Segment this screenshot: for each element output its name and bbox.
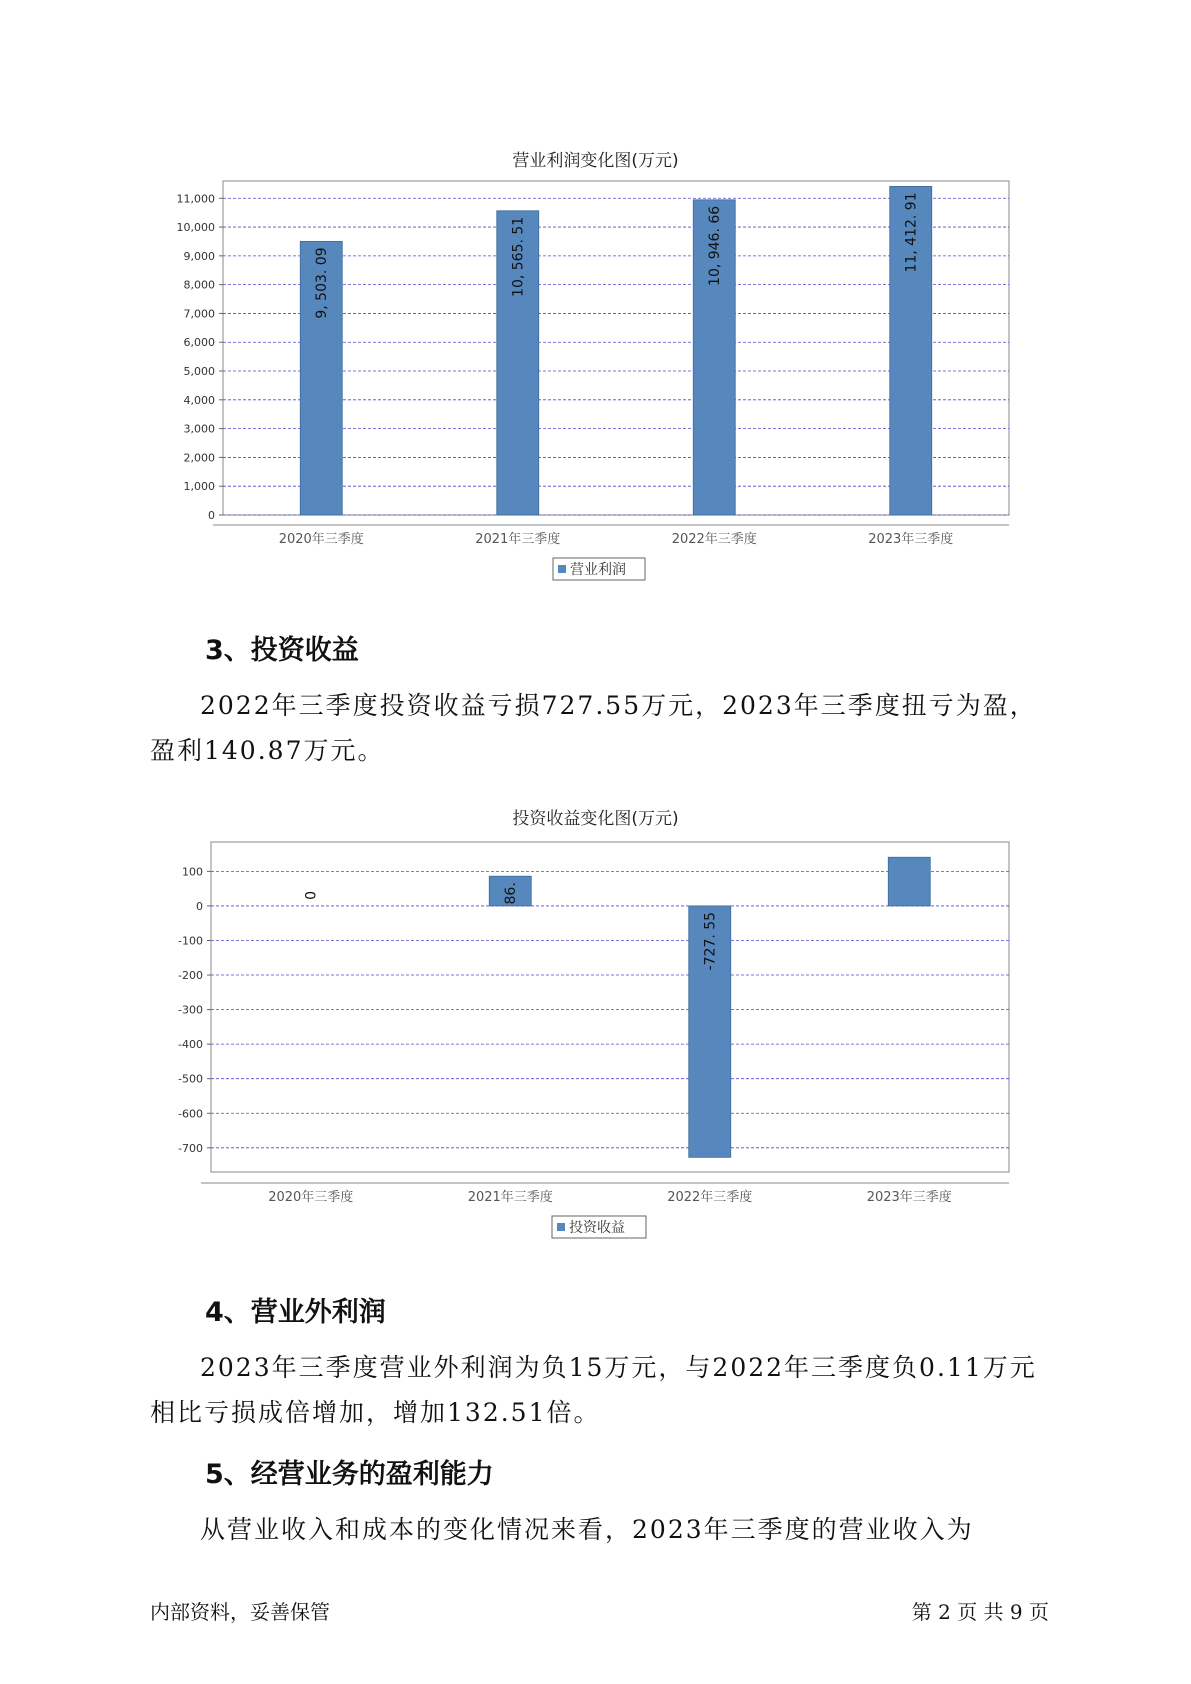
data-label: 11, 412. 91 [903, 192, 920, 273]
chart-title: 营业利润变化图(万元) [512, 151, 679, 171]
y-tick-label: -700 [178, 1141, 203, 1155]
operating-profit-chart [0, 140, 1191, 600]
y-tick-label: 0 [208, 509, 215, 522]
legend [553, 558, 645, 580]
x-tick-label: 2023年三季度 [866, 1190, 952, 1205]
section-heading: 3、投资收益 [205, 635, 359, 666]
data-label: 10, 565. 51 [510, 216, 527, 297]
y-tick-label: 0 [196, 899, 203, 913]
y-tick-label: 9,000 [183, 249, 215, 263]
y-tick-label: -400 [178, 1038, 203, 1052]
section-heading: 5、经营业务的盈利能力 [205, 1459, 494, 1490]
data-label: 86. [503, 882, 520, 905]
data-label: 10, 946. 66 [707, 205, 724, 286]
chart-svg [0, 836, 1191, 1276]
y-tick-label: 8,000 [183, 278, 215, 292]
x-tick-label: 2021年三季度 [467, 1190, 553, 1205]
legend [552, 1216, 646, 1238]
footer-left: 内部资料，妥善保管 [150, 1600, 330, 1624]
data-label: -727. 55 [702, 911, 719, 971]
y-tick-label: 3,000 [183, 422, 215, 436]
footer-page-number: 第 2 页 共 9 页 [911, 1600, 1049, 1624]
y-tick-label: 7,000 [183, 307, 215, 321]
data-label: 9, 503. 09 [314, 247, 331, 319]
x-tick-label: 2020年三季度 [268, 1190, 354, 1205]
y-tick-label: 4,000 [183, 393, 215, 407]
legend-swatch [558, 565, 566, 573]
paragraph-text: 2023年三季度营业外利润为负15万元，与2022年三季度负0.11万元相比亏损成倍增加，增加132.51倍。 [150, 1353, 1037, 1427]
x-tick-label: 2021年三季度 [475, 532, 561, 547]
chart-svg [0, 178, 1191, 608]
chart-title: 投资收益变化图(万元) [512, 809, 679, 829]
y-tick-label: 6,000 [183, 336, 215, 350]
data-label: 0 [303, 891, 320, 900]
y-tick-label: 1,000 [183, 480, 215, 494]
y-tick-label: -100 [178, 934, 203, 948]
y-tick-label: 10,000 [176, 221, 215, 235]
section-heading: 4、营业外利润 [205, 1297, 386, 1328]
y-tick-label: 5,000 [183, 365, 215, 379]
x-tick-label: 2023年三季度 [868, 532, 954, 547]
paragraph-text: 从营业收入和成本的变化情况来看，2023年三季度的营业收入为 [200, 1515, 974, 1544]
legend-label: 营业利润 [570, 562, 626, 578]
y-tick-label: 2,000 [183, 451, 215, 465]
investment-income-chart [0, 800, 1191, 1260]
x-tick-label: 2022年三季度 [667, 1190, 753, 1205]
x-tick-label: 2020年三季度 [278, 532, 364, 547]
y-tick-label: -300 [178, 1003, 203, 1017]
y-tick-label: 11,000 [176, 192, 215, 206]
section-paragraph [150, 1345, 1050, 1435]
y-tick-label: -200 [178, 969, 203, 983]
y-tick-label: -500 [178, 1072, 203, 1086]
legend-label: 投资收益 [569, 1220, 625, 1236]
section-paragraph [150, 683, 1050, 773]
section-paragraph [150, 1507, 1050, 1552]
bar [888, 857, 930, 906]
paragraph-text: 2022年三季度投资收益亏损727.55万元，2023年三季度扭亏为盈，盈利140.87万元。 [150, 691, 1037, 765]
legend-swatch [557, 1223, 565, 1231]
y-tick-label: 100 [182, 865, 203, 879]
x-tick-label: 2022年三季度 [671, 532, 757, 547]
y-tick-label: -600 [178, 1107, 203, 1121]
